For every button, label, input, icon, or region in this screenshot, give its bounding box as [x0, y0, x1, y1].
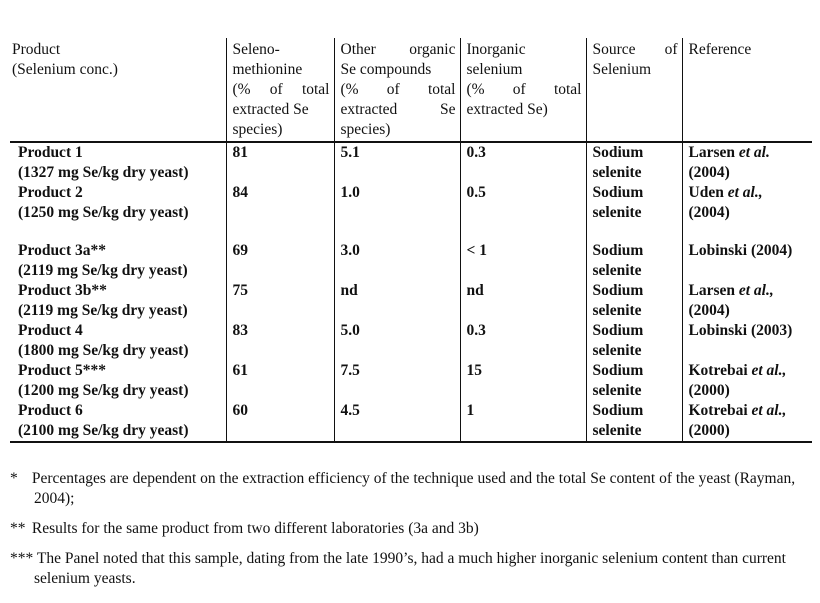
footnote — [10, 469, 812, 509]
selenium-species-table — [10, 38, 812, 443]
selenomethionine-value: 83 — [226, 321, 334, 361]
reference-year: (2004) — [688, 302, 730, 319]
source-line: Sodium — [592, 242, 644, 259]
footnotes — [10, 469, 812, 599]
reference-year: (2000) — [688, 422, 730, 439]
table-row — [10, 281, 812, 321]
source-cell — [586, 281, 682, 321]
selenomethionine-value: 81 — [226, 142, 334, 183]
reference-cell — [682, 321, 812, 361]
reference-author: Uden — [688, 184, 724, 201]
footnote — [10, 519, 812, 539]
source-line: selenite — [592, 422, 642, 439]
source-cell — [586, 361, 682, 401]
other-organic-value: 3.0 — [334, 241, 460, 281]
product-name: Product 2 — [18, 184, 83, 201]
inorganic-value: < 1 — [460, 241, 586, 281]
reference-cell — [682, 281, 812, 321]
reference-year: (2004) — [688, 204, 730, 221]
selenomethionine-value: 84 — [226, 183, 334, 241]
product-concentration: (2100 mg Se/kg dry yeast) — [18, 422, 189, 439]
reference-cell — [682, 183, 812, 241]
header-selenomethionine: Seleno- methionine (% of total extracted Se species) — [226, 38, 334, 142]
source-cell — [586, 183, 682, 241]
product-name: Product 3b** — [18, 282, 107, 299]
product-cell — [10, 401, 226, 442]
header-source: Source of Selenium — [586, 38, 682, 142]
footnote-text: Percentages are dependent on the extraction efficiency of the technique used and the total Se content of the yeast (Rayman, 2004); — [31, 470, 796, 507]
inorganic-value: nd — [460, 281, 586, 321]
source-line: selenite — [592, 342, 642, 359]
reference-cell — [682, 361, 812, 401]
header-other-organic: Other organic Se compounds (% of total extracted Se species) — [334, 38, 460, 142]
product-cell — [10, 241, 226, 281]
table-row — [10, 183, 812, 241]
inorganic-value: 0.5 — [460, 183, 586, 241]
header-product: Product (Selenium conc.) — [10, 38, 226, 142]
table-row — [10, 401, 812, 442]
product-cell — [10, 361, 226, 401]
product-concentration: (1200 mg Se/kg dry yeast) — [18, 382, 189, 399]
selenomethionine-value: 61 — [226, 361, 334, 401]
reference-author: Lobinski (2004) — [688, 242, 793, 259]
source-line: selenite — [592, 164, 642, 181]
source-line: selenite — [592, 302, 642, 319]
reference-etal: et al., — [727, 184, 763, 201]
table-row — [10, 361, 812, 401]
product-name: Product 5*** — [18, 362, 106, 379]
reference-etal: et al., — [738, 282, 774, 299]
selenomethionine-value: 69 — [226, 241, 334, 281]
table-header-row — [10, 38, 812, 142]
other-organic-value: nd — [334, 281, 460, 321]
footnote — [10, 549, 812, 589]
source-cell — [586, 401, 682, 442]
reference-year: (2000) — [688, 382, 730, 399]
reference-etal: et al., — [751, 362, 787, 379]
reference-author: Kotrebai — [688, 402, 748, 419]
reference-year: (2004) — [688, 164, 730, 181]
table-row — [10, 241, 812, 281]
reference-author: Larsen — [688, 282, 735, 299]
source-line: Sodium — [592, 282, 644, 299]
inorganic-value: 0.3 — [460, 321, 586, 361]
source-cell — [586, 241, 682, 281]
product-name: Product 1 — [18, 144, 83, 161]
source-cell — [586, 142, 682, 183]
reference-etal: et al., — [751, 402, 787, 419]
reference-author: Lobinski (2003) — [688, 322, 793, 339]
selenomethionine-value: 60 — [226, 401, 334, 442]
inorganic-value: 1 — [460, 401, 586, 442]
footnote-marker: * — [10, 470, 18, 487]
header-inorganic: Inorganic selenium (% of total extracted Se) — [460, 38, 586, 142]
product-name: Product 6 — [18, 402, 83, 419]
source-line: Sodium — [592, 144, 644, 161]
selenomethionine-value: 75 — [226, 281, 334, 321]
reference-etal: et al. — [738, 144, 770, 161]
footnote-text: The Panel noted that this sample, dating from the late 1990’s, had a much higher inorganic selenium content than current selenium yeasts. — [34, 550, 786, 587]
source-line: Sodium — [592, 362, 644, 379]
product-cell — [10, 183, 226, 241]
footnote-marker: *** — [10, 550, 34, 567]
other-organic-value: 5.0 — [334, 321, 460, 361]
product-concentration: (1250 mg Se/kg dry yeast) — [18, 204, 189, 221]
source-line: selenite — [592, 204, 642, 221]
footnote-text: Results for the same product from two different laboratories (3a and 3b) — [31, 520, 479, 537]
inorganic-value: 0.3 — [460, 142, 586, 183]
product-concentration: (1800 mg Se/kg dry yeast) — [18, 342, 189, 359]
inorganic-value: 15 — [460, 361, 586, 401]
product-name: Product 3a** — [18, 242, 106, 259]
footnote-marker: ** — [10, 520, 26, 537]
source-line: Sodium — [592, 322, 644, 339]
source-line: Sodium — [592, 184, 644, 201]
source-line: Sodium — [592, 402, 644, 419]
reference-cell — [682, 401, 812, 442]
product-concentration: (1327 mg Se/kg dry yeast) — [18, 164, 189, 181]
product-concentration: (2119 mg Se/kg dry yeast) — [18, 302, 188, 319]
source-line: selenite — [592, 262, 642, 279]
other-organic-value: 1.0 — [334, 183, 460, 241]
header-reference: Reference — [682, 38, 812, 142]
other-organic-value: 5.1 — [334, 142, 460, 183]
table-row — [10, 321, 812, 361]
product-cell — [10, 142, 226, 183]
product-cell — [10, 321, 226, 361]
reference-author: Kotrebai — [688, 362, 748, 379]
reference-cell — [682, 241, 812, 281]
source-line: selenite — [592, 382, 642, 399]
source-cell — [586, 321, 682, 361]
product-name: Product 4 — [18, 322, 83, 339]
other-organic-value: 7.5 — [334, 361, 460, 401]
table-row — [10, 142, 812, 183]
product-cell — [10, 281, 226, 321]
reference-cell — [682, 142, 812, 183]
product-concentration: (2119 mg Se/kg dry yeast) — [18, 262, 188, 279]
reference-author: Larsen — [688, 144, 735, 161]
other-organic-value: 4.5 — [334, 401, 460, 442]
